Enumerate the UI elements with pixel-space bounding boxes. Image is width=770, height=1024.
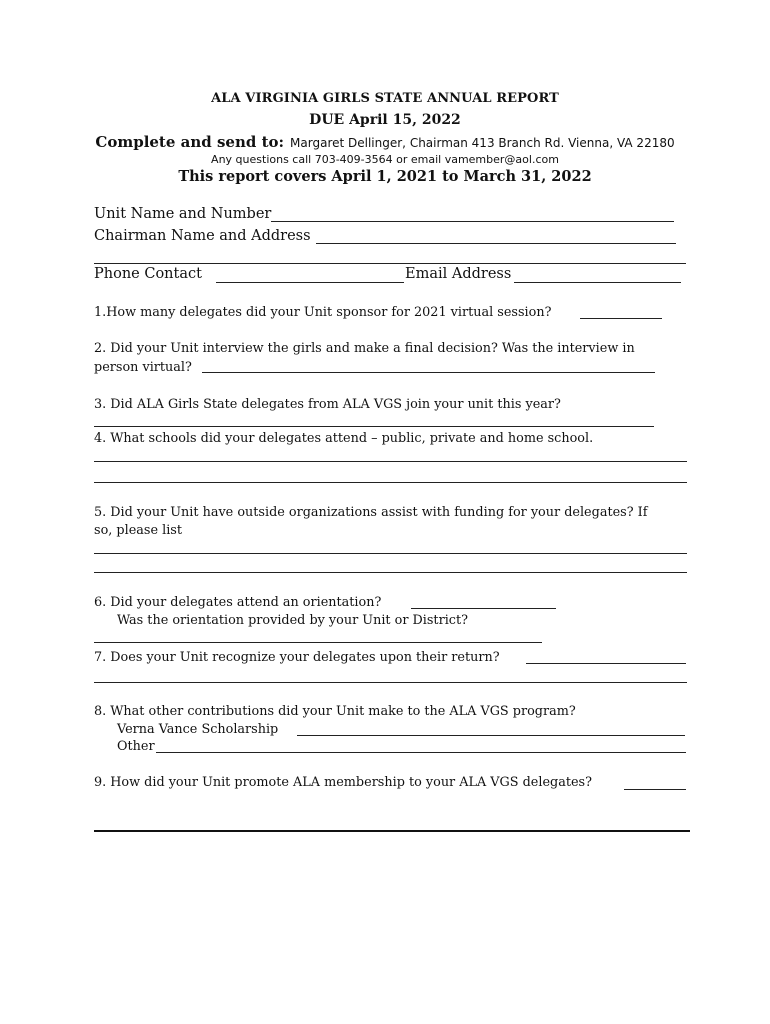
answer-6-field-1[interactable] (411, 608, 556, 609)
form-title: ALA VIRGINIA GIRLS STATE ANNUAL REPORT (211, 91, 559, 106)
question-6-line1: 6. Did your delegates attend an orientation? (94, 595, 382, 610)
answer-9-field-2[interactable] (94, 830, 690, 832)
answer-2-field[interactable] (202, 372, 655, 373)
questions-contact: Any questions call 703-409-3564 or email vamember@aol.com (211, 153, 559, 166)
send-to-line (0, 133, 770, 151)
question-6-line2: Was the orientation provided by your Unit or District? (117, 613, 468, 628)
answer-4-field-2[interactable] (94, 482, 687, 483)
question-5-line2: so, please list (94, 523, 182, 538)
scholarship-field[interactable] (297, 735, 685, 736)
email-field[interactable] (514, 282, 681, 283)
answer-5-field-2[interactable] (94, 572, 687, 573)
question-2-line2: person virtual? (94, 360, 192, 375)
answer-7-field-1[interactable] (526, 663, 686, 664)
other-field[interactable] (156, 752, 686, 753)
due-date: DUE April 15, 2022 (309, 112, 461, 128)
report-period: This report covers April 1, 2021 to March 31, 2022 (178, 168, 592, 185)
question-7: 7. Does your Unit recognize your delegates upon their return? (94, 650, 500, 665)
question-9: 9. How did your Unit promote ALA membership to your ALA VGS delegates? (94, 775, 592, 790)
email-label: Email Address (405, 266, 512, 282)
answer-5-field-1[interactable] (94, 553, 687, 554)
phone-field[interactable] (216, 282, 404, 283)
question-5-line1: 5. Did your Unit have outside organizations assist with funding for your delegates? If (94, 505, 648, 520)
answer-1-field[interactable] (580, 318, 662, 319)
answer-7-field-2[interactable] (94, 682, 687, 683)
other-label: Other (117, 739, 155, 754)
chairman-label: Chairman Name and Address (94, 228, 311, 244)
phone-label: Phone Contact (94, 266, 202, 282)
chairman-address-field[interactable] (94, 263, 686, 264)
unit-name-label: Unit Name and Number (94, 206, 272, 222)
send-to-address: Margaret Dellinger, Chairman 413 Branch Rd. Vienna, VA 22180 (290, 136, 675, 150)
question-8: 8. What other contributions did your Unit make to the ALA VGS program? (94, 704, 576, 719)
send-to-label: Complete and send to: (95, 133, 285, 151)
chairman-field[interactable] (316, 243, 676, 244)
question-1: 1.How many delegates did your Unit sponsor for 2021 virtual session? (94, 305, 552, 320)
question-2-line1: 2. Did your Unit interview the girls and make a final decision? Was the interview in (94, 341, 635, 356)
answer-9-field-1[interactable] (624, 789, 686, 790)
question-4: 4. What schools did your delegates attend – public, private and home school. (94, 431, 594, 446)
answer-6-field-2[interactable] (94, 642, 542, 643)
answer-3-field[interactable] (94, 426, 654, 427)
unit-name-field[interactable] (271, 221, 674, 222)
scholarship-label: Verna Vance Scholarship (117, 722, 279, 737)
question-3: 3. Did ALA Girls State delegates from ALA VGS join your unit this year? (94, 397, 561, 412)
answer-4-field-1[interactable] (94, 461, 687, 462)
